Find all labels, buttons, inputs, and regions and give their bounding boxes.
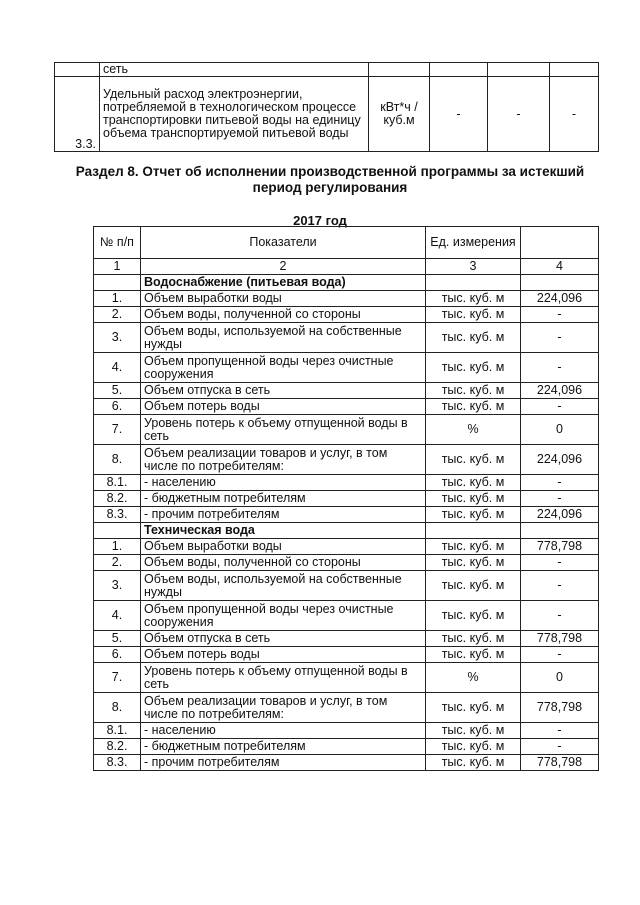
row-number: 2. xyxy=(94,555,141,571)
row-label: сеть xyxy=(100,63,369,77)
row-value: 224,096 xyxy=(521,507,599,523)
row-value: 224,096 xyxy=(521,291,599,307)
row-unit: тыс. куб. м xyxy=(426,383,521,399)
row-label: Объем потерь воды xyxy=(141,647,426,663)
row-number xyxy=(55,63,100,77)
row-label: Уровень потерь к объему отпущенной воды в сеть xyxy=(141,663,426,693)
table-row xyxy=(94,445,599,475)
table-row xyxy=(94,723,599,739)
row-label: Удельный расход электроэнергии, потребляемой в технологическом процессе транспортировки питьевой воды на единицу объема транспортируемой питьевой воды xyxy=(100,77,369,152)
header-number: № п/п xyxy=(94,227,141,259)
row-value: - xyxy=(488,77,550,152)
row-label: - прочим потребителям xyxy=(141,507,426,523)
row-value: - xyxy=(521,723,599,739)
row-label: Объем выработки воды xyxy=(141,291,426,307)
row-value: 224,096 xyxy=(521,445,599,475)
year-title: 2017 год xyxy=(293,213,347,228)
row-number: 6. xyxy=(94,647,141,663)
row-number: 7. xyxy=(94,663,141,693)
row-label: Объем отпуска в сеть xyxy=(141,383,426,399)
row-number: 1. xyxy=(94,539,141,555)
section-title-cell: Водоснабжение (питьевая вода) xyxy=(141,275,426,291)
table-row xyxy=(94,399,599,415)
section-spacer xyxy=(426,523,521,539)
table-header-numbers-row xyxy=(94,259,599,275)
table-row xyxy=(94,631,599,647)
header-unit: Ед. измерения xyxy=(426,227,521,259)
row-value: - xyxy=(521,571,599,601)
row-value: - xyxy=(521,323,599,353)
row-number: 8.2. xyxy=(94,739,141,755)
table-row xyxy=(94,491,599,507)
row-value: - xyxy=(521,353,599,383)
row-value: - xyxy=(521,307,599,323)
row-value: - xyxy=(521,555,599,571)
table-row xyxy=(94,383,599,399)
table-row xyxy=(94,555,599,571)
row-unit: тыс. куб. м xyxy=(426,539,521,555)
row-number: 4. xyxy=(94,601,141,631)
row-value xyxy=(550,63,599,77)
section-spacer xyxy=(521,275,599,291)
section-spacer xyxy=(94,523,141,539)
row-value: - xyxy=(550,77,599,152)
row-label: Объем реализации товаров и услуг, в том числе по потребителям: xyxy=(141,693,426,723)
row-value xyxy=(488,63,550,77)
header-col-number: 1 xyxy=(94,259,141,275)
row-unit: тыс. куб. м xyxy=(426,491,521,507)
row-label: Объем воды, используемой на собственные нужды xyxy=(141,323,426,353)
row-number: 8.2. xyxy=(94,491,141,507)
row-unit: кВт*ч / куб.м xyxy=(369,77,430,152)
row-number: 3. xyxy=(94,571,141,601)
row-number: 5. xyxy=(94,631,141,647)
row-label: - бюджетным потребителям xyxy=(141,491,426,507)
row-value: 778,798 xyxy=(521,755,599,771)
row-number: 8. xyxy=(94,445,141,475)
row-unit: тыс. куб. м xyxy=(426,291,521,307)
table-row xyxy=(94,693,599,723)
row-value: 224,096 xyxy=(521,383,599,399)
header-col-number: 2 xyxy=(141,259,426,275)
row-unit: тыс. куб. м xyxy=(426,475,521,491)
row-unit: тыс. куб. м xyxy=(426,353,521,383)
section-spacer xyxy=(94,275,141,291)
row-label: Уровень потерь к объему отпущенной воды в сеть xyxy=(141,415,426,445)
table-row xyxy=(94,539,599,555)
row-unit: тыс. куб. м xyxy=(426,631,521,647)
row-value: 0 xyxy=(521,663,599,693)
row-unit: тыс. куб. м xyxy=(426,307,521,323)
row-number: 2. xyxy=(94,307,141,323)
row-label: Объем воды, полученной со стороны xyxy=(141,555,426,571)
row-label: Объем воды, полученной со стороны xyxy=(141,307,426,323)
row-number: 8.1. xyxy=(94,475,141,491)
table-row xyxy=(55,77,599,152)
row-unit: тыс. куб. м xyxy=(426,323,521,353)
row-label: Объем реализации товаров и услуг, в том числе по потребителям: xyxy=(141,445,426,475)
section-spacer xyxy=(521,523,599,539)
row-number: 6. xyxy=(94,399,141,415)
row-value: - xyxy=(521,647,599,663)
table-row xyxy=(94,507,599,523)
row-label: - населению xyxy=(141,475,426,491)
table-row xyxy=(94,571,599,601)
row-number: 3. xyxy=(94,323,141,353)
row-label: Объем выработки воды xyxy=(141,539,426,555)
table-row xyxy=(94,353,599,383)
report-table xyxy=(93,226,599,771)
header-col-number: 3 xyxy=(426,259,521,275)
row-value: - xyxy=(521,475,599,491)
table-row xyxy=(94,739,599,755)
row-number: 8. xyxy=(94,693,141,723)
table-row xyxy=(94,415,599,445)
row-label: Объем пропущенной воды через очистные сооружения xyxy=(141,601,426,631)
row-number: 8.1. xyxy=(94,723,141,739)
row-unit: тыс. куб. м xyxy=(426,647,521,663)
row-value: - xyxy=(521,601,599,631)
table-row xyxy=(94,663,599,693)
row-unit: тыс. куб. м xyxy=(426,445,521,475)
row-value: 0 xyxy=(521,415,599,445)
section-spacer xyxy=(426,275,521,291)
row-value: - xyxy=(430,77,488,152)
row-number: 5. xyxy=(94,383,141,399)
row-value: 778,798 xyxy=(521,631,599,647)
row-unit: тыс. куб. м xyxy=(426,555,521,571)
top-table xyxy=(54,62,599,152)
row-unit: тыс. куб. м xyxy=(426,601,521,631)
table-row xyxy=(94,323,599,353)
row-number: 1. xyxy=(94,291,141,307)
row-unit: тыс. куб. м xyxy=(426,693,521,723)
row-number: 3.3. xyxy=(55,77,100,152)
row-label: - населению xyxy=(141,723,426,739)
header-indicator: Показатели xyxy=(141,227,426,259)
table-header-row xyxy=(94,227,599,259)
row-unit: % xyxy=(426,663,521,693)
row-label: Объем отпуска в сеть xyxy=(141,631,426,647)
table-row xyxy=(94,475,599,491)
row-label: - прочим потребителям xyxy=(141,755,426,771)
row-value: 778,798 xyxy=(521,693,599,723)
header-col-number: 4 xyxy=(521,259,599,275)
row-unit: тыс. куб. м xyxy=(426,507,521,523)
table-row xyxy=(94,291,599,307)
section-row xyxy=(94,275,599,291)
row-value: - xyxy=(521,399,599,415)
row-unit: тыс. куб. м xyxy=(426,399,521,415)
table-row xyxy=(94,647,599,663)
row-unit xyxy=(369,63,430,77)
row-value xyxy=(430,63,488,77)
row-number: 7. xyxy=(94,415,141,445)
row-unit: тыс. куб. м xyxy=(426,755,521,771)
table-row xyxy=(55,63,599,77)
row-label: Объем воды, используемой на собственные нужды xyxy=(141,571,426,601)
row-value: - xyxy=(521,739,599,755)
row-unit: тыс. куб. м xyxy=(426,723,521,739)
table-row xyxy=(94,755,599,771)
row-unit: % xyxy=(426,415,521,445)
row-number: 4. xyxy=(94,353,141,383)
row-number: 8.3. xyxy=(94,755,141,771)
row-number: 8.3. xyxy=(94,507,141,523)
section-title: Раздел 8. Отчет об исполнении производственной программы за истекший период регулирования xyxy=(75,164,585,195)
section-title-cell: Техническая вода xyxy=(141,523,426,539)
row-unit: тыс. куб. м xyxy=(426,571,521,601)
header-value xyxy=(521,227,599,259)
row-unit: тыс. куб. м xyxy=(426,739,521,755)
table-row xyxy=(94,307,599,323)
row-label: - бюджетным потребителям xyxy=(141,739,426,755)
row-value: - xyxy=(521,491,599,507)
table-row xyxy=(94,601,599,631)
row-label: Объем пропущенной воды через очистные сооружения xyxy=(141,353,426,383)
row-label: Объем потерь воды xyxy=(141,399,426,415)
row-value: 778,798 xyxy=(521,539,599,555)
section-row xyxy=(94,523,599,539)
